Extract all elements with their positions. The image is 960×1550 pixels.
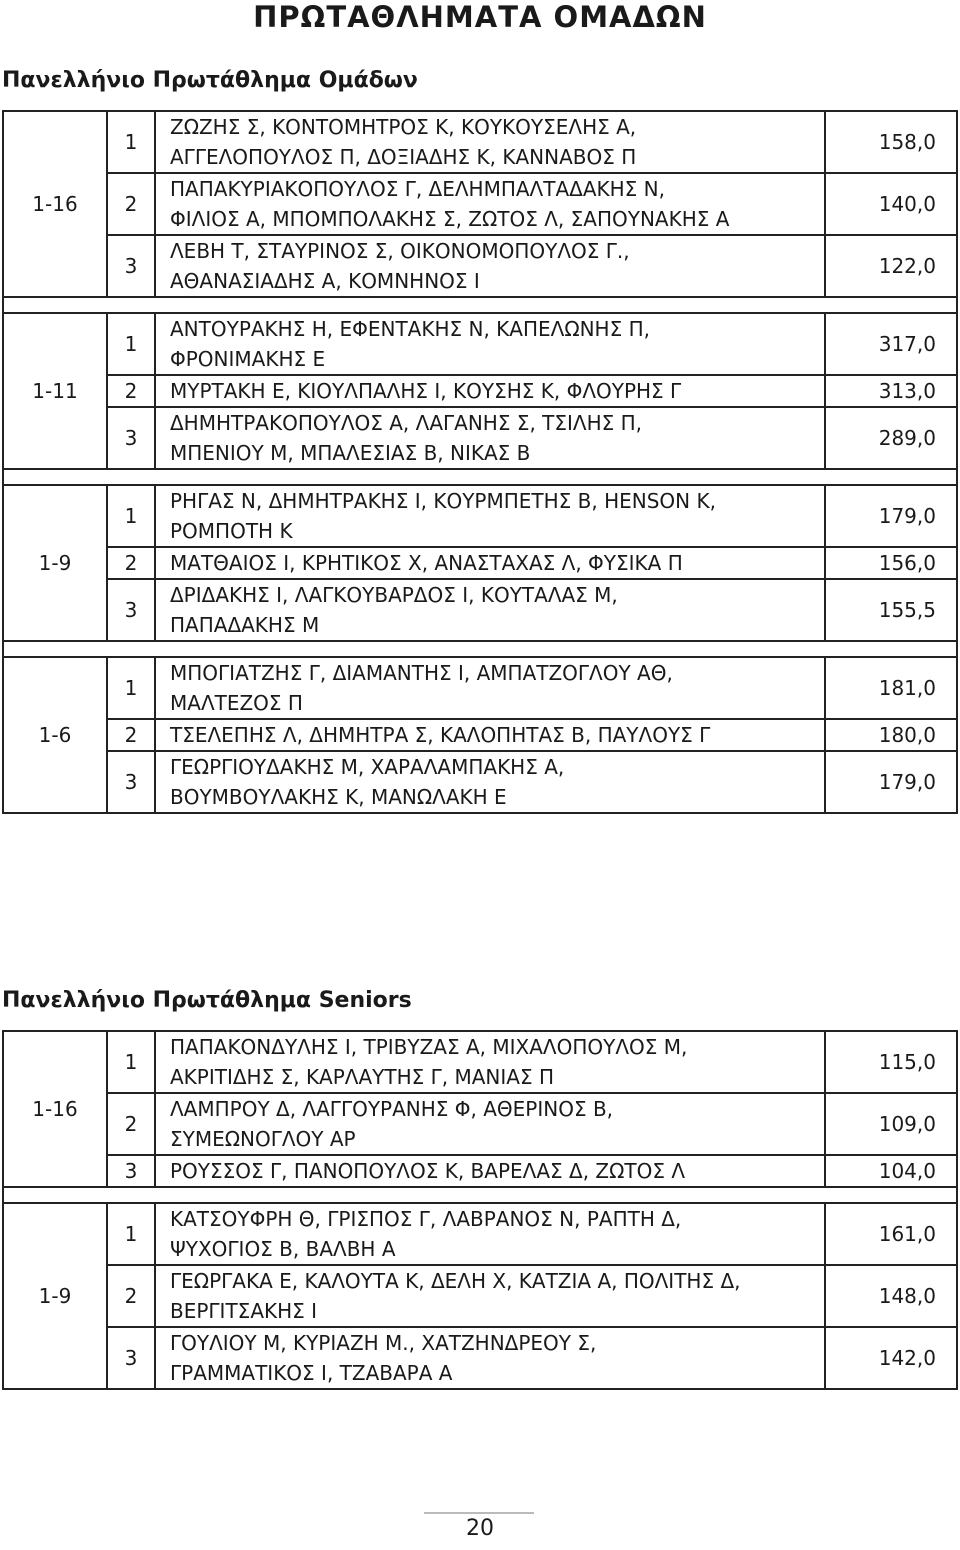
position-cell: 1	[107, 313, 155, 375]
position-cell: 2	[107, 1093, 155, 1155]
position-cell: 1	[107, 111, 155, 173]
team-members-cell: ΜΥΡΤΑΚΗ Ε, ΚΙΟΥΛΠΑΛΗΣ Ι, ΚΟΥΣΗΣ Κ, ΦΛΟΥΡΗΣ Γ	[155, 375, 825, 407]
team-members-cell: ΡΟΥΣΣΟΣ Γ, ΠΑΝΟΠΟΥΛΟΣ Κ, ΒΑΡΕΛΑΣ Δ, ΖΩΤΟΣ Λ	[155, 1155, 825, 1187]
score-cell: 317,0	[825, 313, 957, 375]
table-row	[3, 1265, 957, 1327]
score-cell: 142,0	[825, 1327, 957, 1389]
seniors-results-table	[2, 1030, 958, 1390]
score-cell: 115,0	[825, 1031, 957, 1093]
position-cell: 2	[107, 1265, 155, 1327]
score-cell: 109,0	[825, 1093, 957, 1155]
category-cell: 1-9	[3, 1203, 107, 1389]
category-cell: 1-9	[3, 485, 107, 641]
separator-cell	[3, 469, 957, 485]
group-separator	[3, 641, 957, 657]
position-cell: 1	[107, 1031, 155, 1093]
separator-cell	[3, 641, 957, 657]
team-members-cell: ΖΩΖΗΣ Σ, ΚΟΝΤΟΜΗΤΡΟΣ Κ, ΚΟΥΚΟΥΣΕΛΗΣ Α, ΑΓΓΕΛΟΠΟΥΛΟΣ Π, ΔΟΞΙΑΔΗΣ Κ, ΚΑΝΝΑΒΟΣ Π	[155, 111, 825, 173]
score-cell: 180,0	[825, 719, 957, 751]
section-heading-seniors: Πανελλήνιο Πρωτάθλημα Seniors	[2, 988, 412, 1013]
score-cell: 155,5	[825, 579, 957, 641]
score-cell: 156,0	[825, 547, 957, 579]
teams-table	[2, 110, 958, 814]
table-row	[3, 407, 957, 469]
team-members-cell: ΔΗΜΗΤΡΑΚΟΠΟΥΛΟΣ Α, ΛΑΓΑΝΗΣ Σ, ΤΣΙΛΗΣ Π, ΜΠΕΝΙΟΥ Μ, ΜΠΑΛΕΣΙΑΣ Β, ΝΙΚΑΣ Β	[155, 407, 825, 469]
position-cell: 2	[107, 547, 155, 579]
page-number-rule	[424, 1512, 534, 1514]
team-members-cell: ΓΕΩΡΓΙΟΥΔΑΚΗΣ Μ, ΧΑΡΑΛΑΜΠΑΚΗΣ Α, ΒΟΥΜΒΟΥΛΑΚΗΣ Κ, ΜΑΝΩΛΑΚΗ Ε	[155, 751, 825, 813]
score-cell: 179,0	[825, 485, 957, 547]
position-cell: 2	[107, 375, 155, 407]
position-cell: 3	[107, 1327, 155, 1389]
table-row	[3, 547, 957, 579]
table-row	[3, 111, 957, 173]
category-cell: 1-11	[3, 313, 107, 469]
table-row	[3, 375, 957, 407]
position-cell: 3	[107, 1155, 155, 1187]
section-heading-teams: Πανελλήνιο Πρωτάθλημα Ομάδων	[2, 68, 418, 93]
score-cell: 148,0	[825, 1265, 957, 1327]
table-row	[3, 1155, 957, 1187]
team-members-cell: ΜΠΟΓΙΑΤΖΗΣ Γ, ΔΙΑΜΑΝΤΗΣ Ι, ΑΜΠΑΤΖΟΓΛΟΥ ΑΘ, ΜΑΛΤΕΖΟΣ Π	[155, 657, 825, 719]
score-cell: 158,0	[825, 111, 957, 173]
table-row	[3, 719, 957, 751]
table-row	[3, 657, 957, 719]
position-cell: 3	[107, 579, 155, 641]
team-members-cell: ΚΑΤΣΟΥΦΡΗ Θ, ΓΡΙΣΠΟΣ Γ, ΛΑΒΡΑΝΟΣ Ν, ΡΑΠΤΗ Δ, ΨΥΧΟΓΙΟΣ Β, ΒΑΛΒΗ Α	[155, 1203, 825, 1265]
category-cell: 1-16	[3, 1031, 107, 1187]
score-cell: 179,0	[825, 751, 957, 813]
table-row	[3, 235, 957, 297]
team-members-cell: ΛΕΒΗ Τ, ΣΤΑΥΡΙΝΟΣ Σ, ΟΙΚΟΝΟΜΟΠΟΥΛΟΣ Γ., ΑΘΑΝΑΣΙΑΔΗΣ Α, ΚΟΜΝΗΝΟΣ Ι	[155, 235, 825, 297]
team-members-cell: ΠΑΠΑΚΟΝΔΥΛΗΣ Ι, ΤΡΙΒΥΖΑΣ Α, ΜΙΧΑΛΟΠΟΥΛΟΣ Μ, ΑΚΡΙΤΙΔΗΣ Σ, ΚΑΡΛΑΥΤΗΣ Γ, ΜΑΝΙΑΣ Π	[155, 1031, 825, 1093]
table-row	[3, 485, 957, 547]
table-row	[3, 1093, 957, 1155]
group-separator	[3, 469, 957, 485]
table-row	[3, 1327, 957, 1389]
table-row	[3, 751, 957, 813]
team-members-cell: ΓΟΥΛΙΟΥ Μ, ΚΥΡΙΑΖΗ Μ., ΧΑΤΖΗΝΔΡΕΟΥ Σ, ΓΡΑΜΜΑΤΙΚΟΣ Ι, ΤΖΑΒΑΡΑ Α	[155, 1327, 825, 1389]
position-cell: 1	[107, 657, 155, 719]
team-members-cell: ΓΕΩΡΓΑΚΑ Ε, ΚΑΛΟΥΤΑ Κ, ΔΕΛΗ Χ, ΚΑΤΖΙΑ Α, ΠΟΛΙΤΗΣ Δ, ΒΕΡΓΙΤΣΑΚΗΣ Ι	[155, 1265, 825, 1327]
team-members-cell: ΔΡΙΔΑΚΗΣ Ι, ΛΑΓΚΟΥΒΑΡΔΟΣ Ι, ΚΟΥΤΑΛΑΣ Μ, ΠΑΠΑΔΑΚΗΣ Μ	[155, 579, 825, 641]
page-title: ΠΡΩΤΑΘΛΗΜΑΤΑ ΟΜΑΔΩΝ	[253, 0, 707, 34]
team-members-cell: ΜΑΤΘΑΙΟΣ Ι, ΚΡΗΤΙΚΟΣ Χ, ΑΝΑΣΤΑΧΑΣ Λ, ΦΥΣΙΚΑ Π	[155, 547, 825, 579]
score-cell: 161,0	[825, 1203, 957, 1265]
team-members-cell: ΡΗΓΑΣ Ν, ΔΗΜΗΤΡΑΚΗΣ Ι, ΚΟΥΡΜΠΕΤΗΣ Β, HENSON Κ, ΡΟΜΠΟΤΗ Κ	[155, 485, 825, 547]
position-cell: 1	[107, 485, 155, 547]
table-row	[3, 313, 957, 375]
score-cell: 289,0	[825, 407, 957, 469]
score-cell: 140,0	[825, 173, 957, 235]
score-cell: 104,0	[825, 1155, 957, 1187]
page-number: 20	[466, 1516, 494, 1541]
seniors-table	[2, 1030, 958, 1390]
position-cell: 3	[107, 751, 155, 813]
separator-cell	[3, 297, 957, 313]
score-cell: 181,0	[825, 657, 957, 719]
category-cell: 1-6	[3, 657, 107, 813]
score-cell: 122,0	[825, 235, 957, 297]
table-row	[3, 1031, 957, 1093]
team-members-cell: ΠΑΠΑΚΥΡΙΑΚΟΠΟΥΛΟΣ Γ, ΔΕΛΗΜΠΑΛΤΑΔΑΚΗΣ Ν, ΦΙΛΙΟΣ Α, ΜΠΟΜΠΟΛΑΚΗΣ Σ, ΖΩΤΟΣ Λ, ΣΑΠΟΥΝΑΚΗΣ Α	[155, 173, 825, 235]
separator-cell	[3, 1187, 957, 1203]
table-row	[3, 579, 957, 641]
group-separator	[3, 1187, 957, 1203]
position-cell: 1	[107, 1203, 155, 1265]
table-row	[3, 173, 957, 235]
position-cell: 3	[107, 235, 155, 297]
team-members-cell: ΑΝΤΟΥΡΑΚΗΣ Η, ΕΦΕΝΤΑΚΗΣ Ν, ΚΑΠΕΛΩΝΗΣ Π, ΦΡΟΝΙΜΑΚΗΣ Ε	[155, 313, 825, 375]
group-separator	[3, 297, 957, 313]
team-members-cell: ΤΣΕΛΕΠΗΣ Λ, ΔΗΜΗΤΡΑ Σ, ΚΑΛΟΠΗΤΑΣ Β, ΠΑΥΛΟΥΣ Γ	[155, 719, 825, 751]
position-cell: 2	[107, 173, 155, 235]
team-members-cell: ΛΑΜΠΡΟΥ Δ, ΛΑΓΓΟΥΡΑΝΗΣ Φ, ΑΘΕΡΙΝΟΣ Β, ΣΥΜΕΩΝΟΓΛΟΥ ΑΡ	[155, 1093, 825, 1155]
score-cell: 313,0	[825, 375, 957, 407]
table-row	[3, 1203, 957, 1265]
position-cell: 3	[107, 407, 155, 469]
teams-results-table	[2, 110, 958, 814]
position-cell: 2	[107, 719, 155, 751]
category-cell: 1-16	[3, 111, 107, 297]
